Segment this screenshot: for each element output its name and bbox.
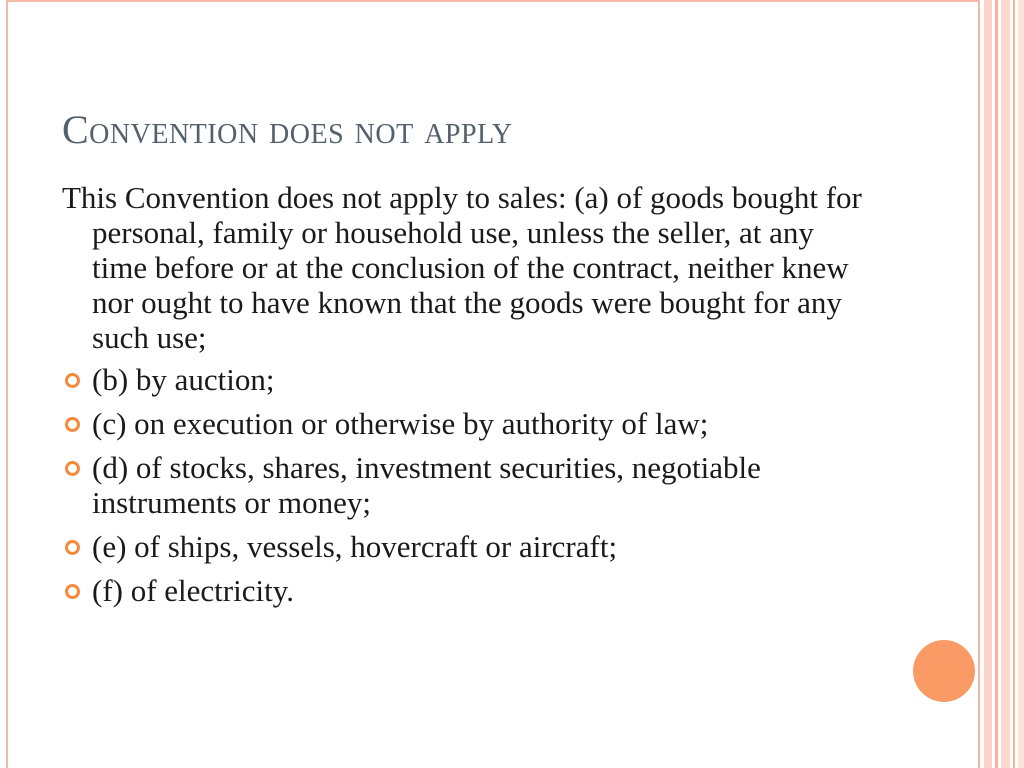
frame-left-line: [6, 0, 8, 768]
ring-bullet-icon: [65, 461, 80, 476]
bullet-list: [62, 362, 862, 608]
ring-bullet-icon: [65, 373, 80, 388]
decorative-stripe: [1013, 0, 1015, 768]
decorative-stripe: [995, 0, 998, 768]
list-item: [62, 529, 862, 564]
list-item: [62, 450, 862, 520]
bullet-text: (c) on execution or otherwise by authority of law;: [92, 406, 709, 441]
decorative-stripe: [1018, 0, 1024, 768]
decorative-stripe: [984, 0, 992, 768]
accent-circle: [913, 640, 975, 702]
slide-body: [62, 180, 862, 617]
bullet-text: (e) of ships, vessels, hovercraft or aircraft;: [92, 529, 618, 564]
ring-bullet-icon: [65, 584, 80, 599]
intro-paragraph: This Convention does not apply to sales: (a) of goods bought for personal, family or household use, unless the seller, at any time before or at the conclusion of the contract, neither knew nor ought to have known that the goods were bought for any such use;: [62, 180, 862, 355]
ring-bullet-icon: [65, 417, 80, 432]
list-item: [62, 362, 862, 397]
decorative-stripe: [978, 0, 980, 768]
slide-title: Convention does not apply: [62, 107, 513, 152]
ring-bullet-icon: [65, 540, 80, 555]
bullet-text: (f) of electricity.: [92, 573, 294, 608]
bullet-text: (d) of stocks, shares, investment securities, negotiable instruments or money;: [92, 450, 761, 520]
list-item: [62, 406, 862, 441]
bullet-text: (b) by auction;: [92, 362, 275, 397]
decorative-stripe: [1001, 0, 1010, 768]
frame-top-line: [6, 0, 980, 2]
list-item: [62, 573, 862, 608]
